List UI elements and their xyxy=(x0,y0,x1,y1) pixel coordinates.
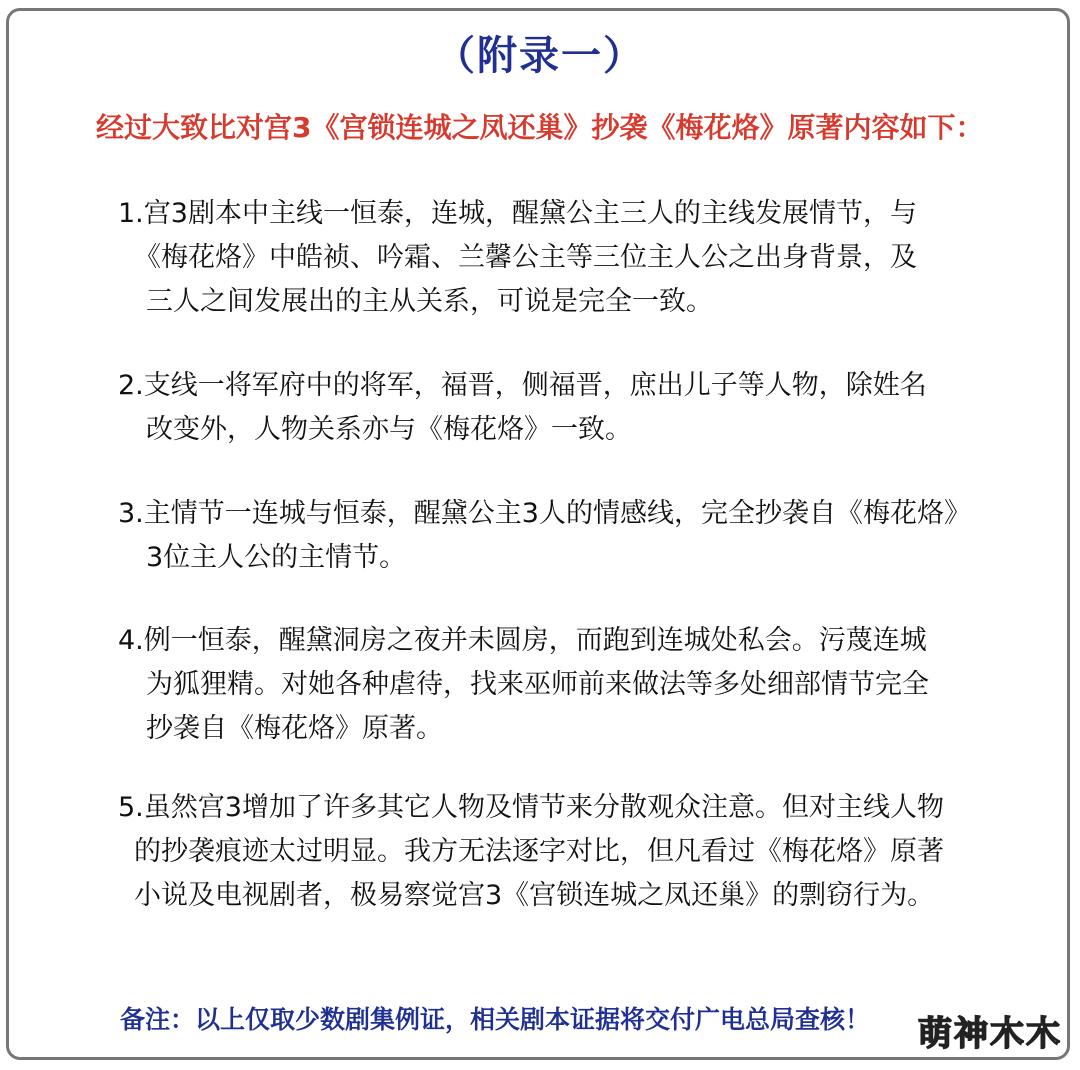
item-4-line-3: 抄袭自《梅花烙》原著。 xyxy=(146,713,443,744)
watermark: 萌神木木 xyxy=(918,1014,1062,1054)
item-4-line-1: 4.例一恒泰，醒黛洞房之夜并未圆房，而跑到连城处私会。污蔑连城 xyxy=(118,625,927,656)
item-1-line-2: 《梅花烙》中皓祯、吟霜、兰馨公主等三位主人公之出身背景，及 xyxy=(134,242,917,273)
item-2-line-2: 改变外，人物关系亦与《梅花烙》一致。 xyxy=(146,414,632,445)
item-4-line-2: 为狐狸精。对她各种虐待，找来巫师前来做法等多处细部情节完全 xyxy=(146,669,929,700)
item-5-line-2: 的抄袭痕迹太过明显。我方无法逐字对比，但凡看过《梅花烙》原著 xyxy=(134,836,944,867)
item-3-line-1: 3.主情节一连城与恒泰，醒黛公主3人的情感线，完全抄袭自《梅花烙》 xyxy=(118,498,971,529)
list-item-3 xyxy=(118,492,971,580)
item-5-line-3: 小说及电视剧者，极易察觉宫3《宫锁连城之凤还巢》的剽窃行为。 xyxy=(134,880,935,911)
list-item-1 xyxy=(118,192,917,324)
appendix-title: （附录一） xyxy=(435,33,645,79)
item-5-line-1: 5.虽然宫3增加了许多其它人物及情节来分散观众注意。但对主线人物 xyxy=(118,792,944,823)
item-3-line-2: 3位主人公的主情节。 xyxy=(146,542,407,573)
item-1-line-1: 1.宫3剧本中主线一恒泰，连城，醒黛公主三人的主线发展情节，与 xyxy=(118,198,917,229)
list-item-5 xyxy=(118,786,944,918)
item-1-line-3: 三人之间发展出的主从关系，可说是完全一致。 xyxy=(146,286,713,317)
list-item-2 xyxy=(118,364,927,452)
footnote-remark: 备注：以上仅取少数剧集例证，相关剧本证据将交付广电总局查核！ xyxy=(120,1005,871,1034)
item-2-line-1: 2.支线一将军府中的将军，福晋，侧福晋，庶出儿子等人物，除姓名 xyxy=(118,370,927,401)
document-subtitle: 经过大致比对宫3《宫锁连城之凤还巢》抄袭《梅花烙》原著内容如下： xyxy=(96,111,984,144)
list-item-4 xyxy=(118,619,929,751)
